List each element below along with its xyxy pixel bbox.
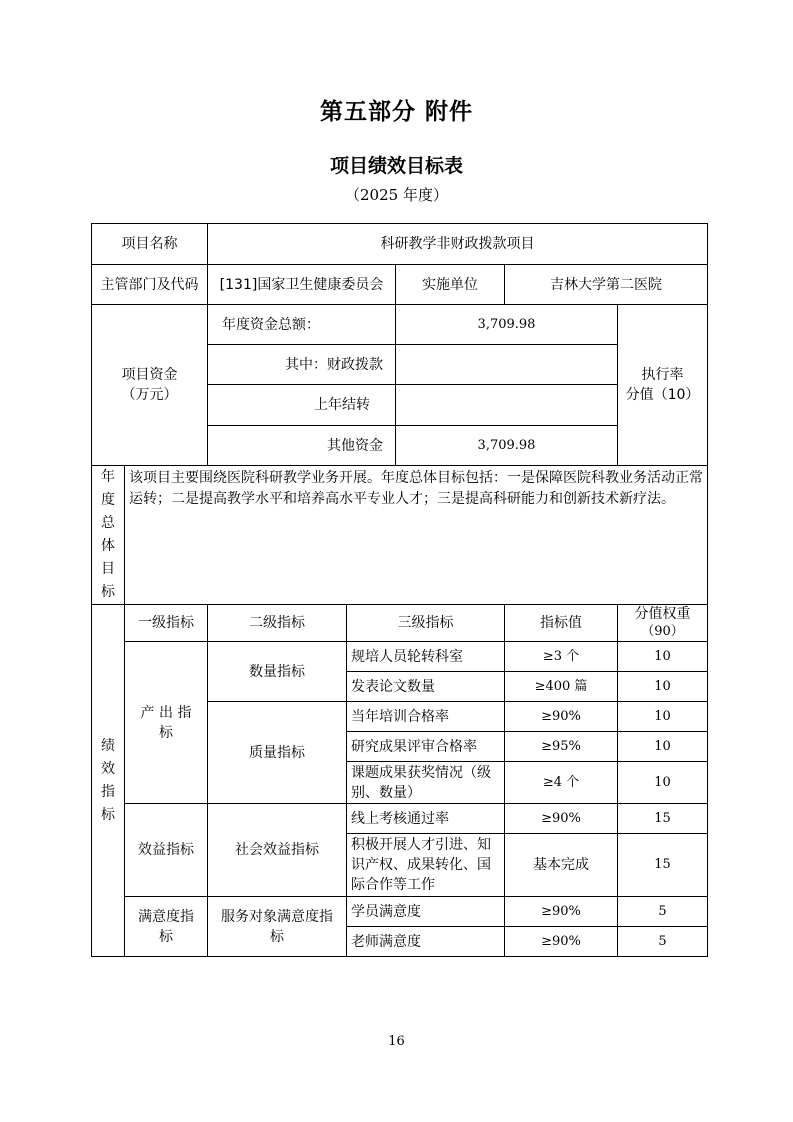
execution-rate-label: 执行率 — [641, 367, 684, 383]
indicator-name: 老师满意度 — [347, 927, 505, 957]
execution-rate-score: 分值（10） — [625, 387, 700, 403]
goal-label-char: 年 — [101, 469, 115, 485]
indicator-value: ≥90% — [505, 804, 618, 834]
total-funds-value: 3,709.98 — [396, 305, 618, 345]
indicator-name: 规培人员轮转科室 — [347, 642, 505, 672]
annual-goal-label — [92, 466, 125, 605]
group-benefit: 效益指标 — [125, 804, 208, 897]
indicator-weight: 10 — [618, 702, 708, 732]
header-weight-line1: 分值权重 — [634, 606, 691, 622]
indicator-name: 学员满意度 — [347, 897, 505, 927]
indicator-name: 线上考核通过率 — [347, 804, 505, 834]
unit-label: 实施单位 — [396, 265, 505, 305]
indicator-value: ≥90% — [505, 897, 618, 927]
total-funds-label: 年度资金总额： — [208, 305, 396, 345]
indicator-weight: 5 — [618, 897, 708, 927]
page-number: 16 — [388, 1034, 405, 1049]
goal-label-char: 标 — [101, 584, 115, 600]
indicator-value: ≥95% — [505, 732, 618, 762]
project-name-value: 科研教学非财政拨款项目 — [208, 224, 708, 265]
goal-label-char: 目 — [101, 561, 115, 577]
subgroup-quality: 质量指标 — [208, 702, 347, 804]
performance-table — [91, 223, 708, 957]
indicator-value: ≥400 篇 — [505, 672, 618, 702]
header-level3: 三级指标 — [347, 605, 505, 642]
goal-label-char: 体 — [101, 538, 115, 554]
funds-label-line2: （万元） — [121, 387, 178, 403]
annual-goal-text: 该项目主要围绕医院科研教学业务开展。年度总体目标包括：一是保障医院科教业务活动正常运转；二是提高教学水平和培养高水平专业人才；三是提高科研能力和创新技术新疗法。 — [125, 466, 708, 605]
indicator-weight: 5 — [618, 927, 708, 957]
header-level2: 二级指标 — [208, 605, 347, 642]
indicator-weight: 10 — [618, 762, 708, 804]
indicator-weight: 10 — [618, 732, 708, 762]
subgroup-quantity: 数量指标 — [208, 642, 347, 702]
other-funds-label: 其他资金 — [208, 426, 396, 466]
goal-label-char: 总 — [101, 515, 115, 531]
fiscal-funds-label: 其中：财政拨款 — [208, 345, 396, 385]
indicator-value: ≥90% — [505, 927, 618, 957]
subgroup-social: 社会效益指标 — [208, 804, 347, 897]
fiscal-funds-value — [396, 345, 618, 385]
year-label: （2025 年度） — [345, 186, 448, 204]
indicator-value: ≥90% — [505, 702, 618, 732]
group-satisfaction: 满意度指标 — [125, 897, 208, 957]
indicator-value: 基本完成 — [505, 834, 618, 897]
funds-label — [92, 305, 208, 466]
goal-label-char: 度 — [101, 492, 115, 508]
indicator-name: 积极开展人才引进、知识产权、成果转化、国际合作等工作 — [347, 834, 505, 897]
header-weight — [618, 605, 708, 642]
other-funds-value: 3,709.98 — [396, 426, 618, 466]
indicator-name: 当年培训合格率 — [347, 702, 505, 732]
dept-label: 主管部门及代码 — [92, 265, 208, 305]
dept-value: [131]国家卫生健康委员会 — [208, 265, 396, 305]
indicator-label-char: 效 — [101, 760, 115, 777]
indicator-value: ≥4 个 — [505, 762, 618, 804]
indicator-name: 研究成果评审合格率 — [347, 732, 505, 762]
table-title: 项目绩效目标表 — [329, 155, 463, 177]
execution-rate-cell — [618, 305, 708, 466]
unit-value: 吉林大学第二医院 — [505, 265, 708, 305]
carryover-funds-label: 上年结转 — [208, 385, 396, 426]
indicator-weight: 10 — [618, 642, 708, 672]
header-weight-line2: （90） — [641, 624, 684, 639]
part-title: 第五部分 附件 — [319, 99, 473, 125]
indicator-label-char: 绩 — [101, 737, 115, 754]
indicator-weight: 15 — [618, 834, 708, 897]
funds-label-line1: 项目资金 — [121, 367, 178, 383]
group-output: 产 出 指 标 — [125, 642, 208, 804]
indicator-value: ≥3 个 — [505, 642, 618, 672]
indicator-weight: 15 — [618, 804, 708, 834]
indicator-label-char: 标 — [101, 806, 115, 823]
header-level1: 一级指标 — [125, 605, 208, 642]
indicator-weight: 10 — [618, 672, 708, 702]
carryover-funds-value — [396, 385, 618, 426]
project-name-label: 项目名称 — [92, 224, 208, 265]
subgroup-service: 服务对象满意度指标 — [208, 897, 347, 957]
indicator-name: 课题成果获奖情况（级别、数量） — [347, 762, 505, 804]
header-value: 指标值 — [505, 605, 618, 642]
indicator-name: 发表论文数量 — [347, 672, 505, 702]
indicator-label-char: 指 — [101, 783, 115, 800]
indicators-section-label — [92, 605, 125, 957]
